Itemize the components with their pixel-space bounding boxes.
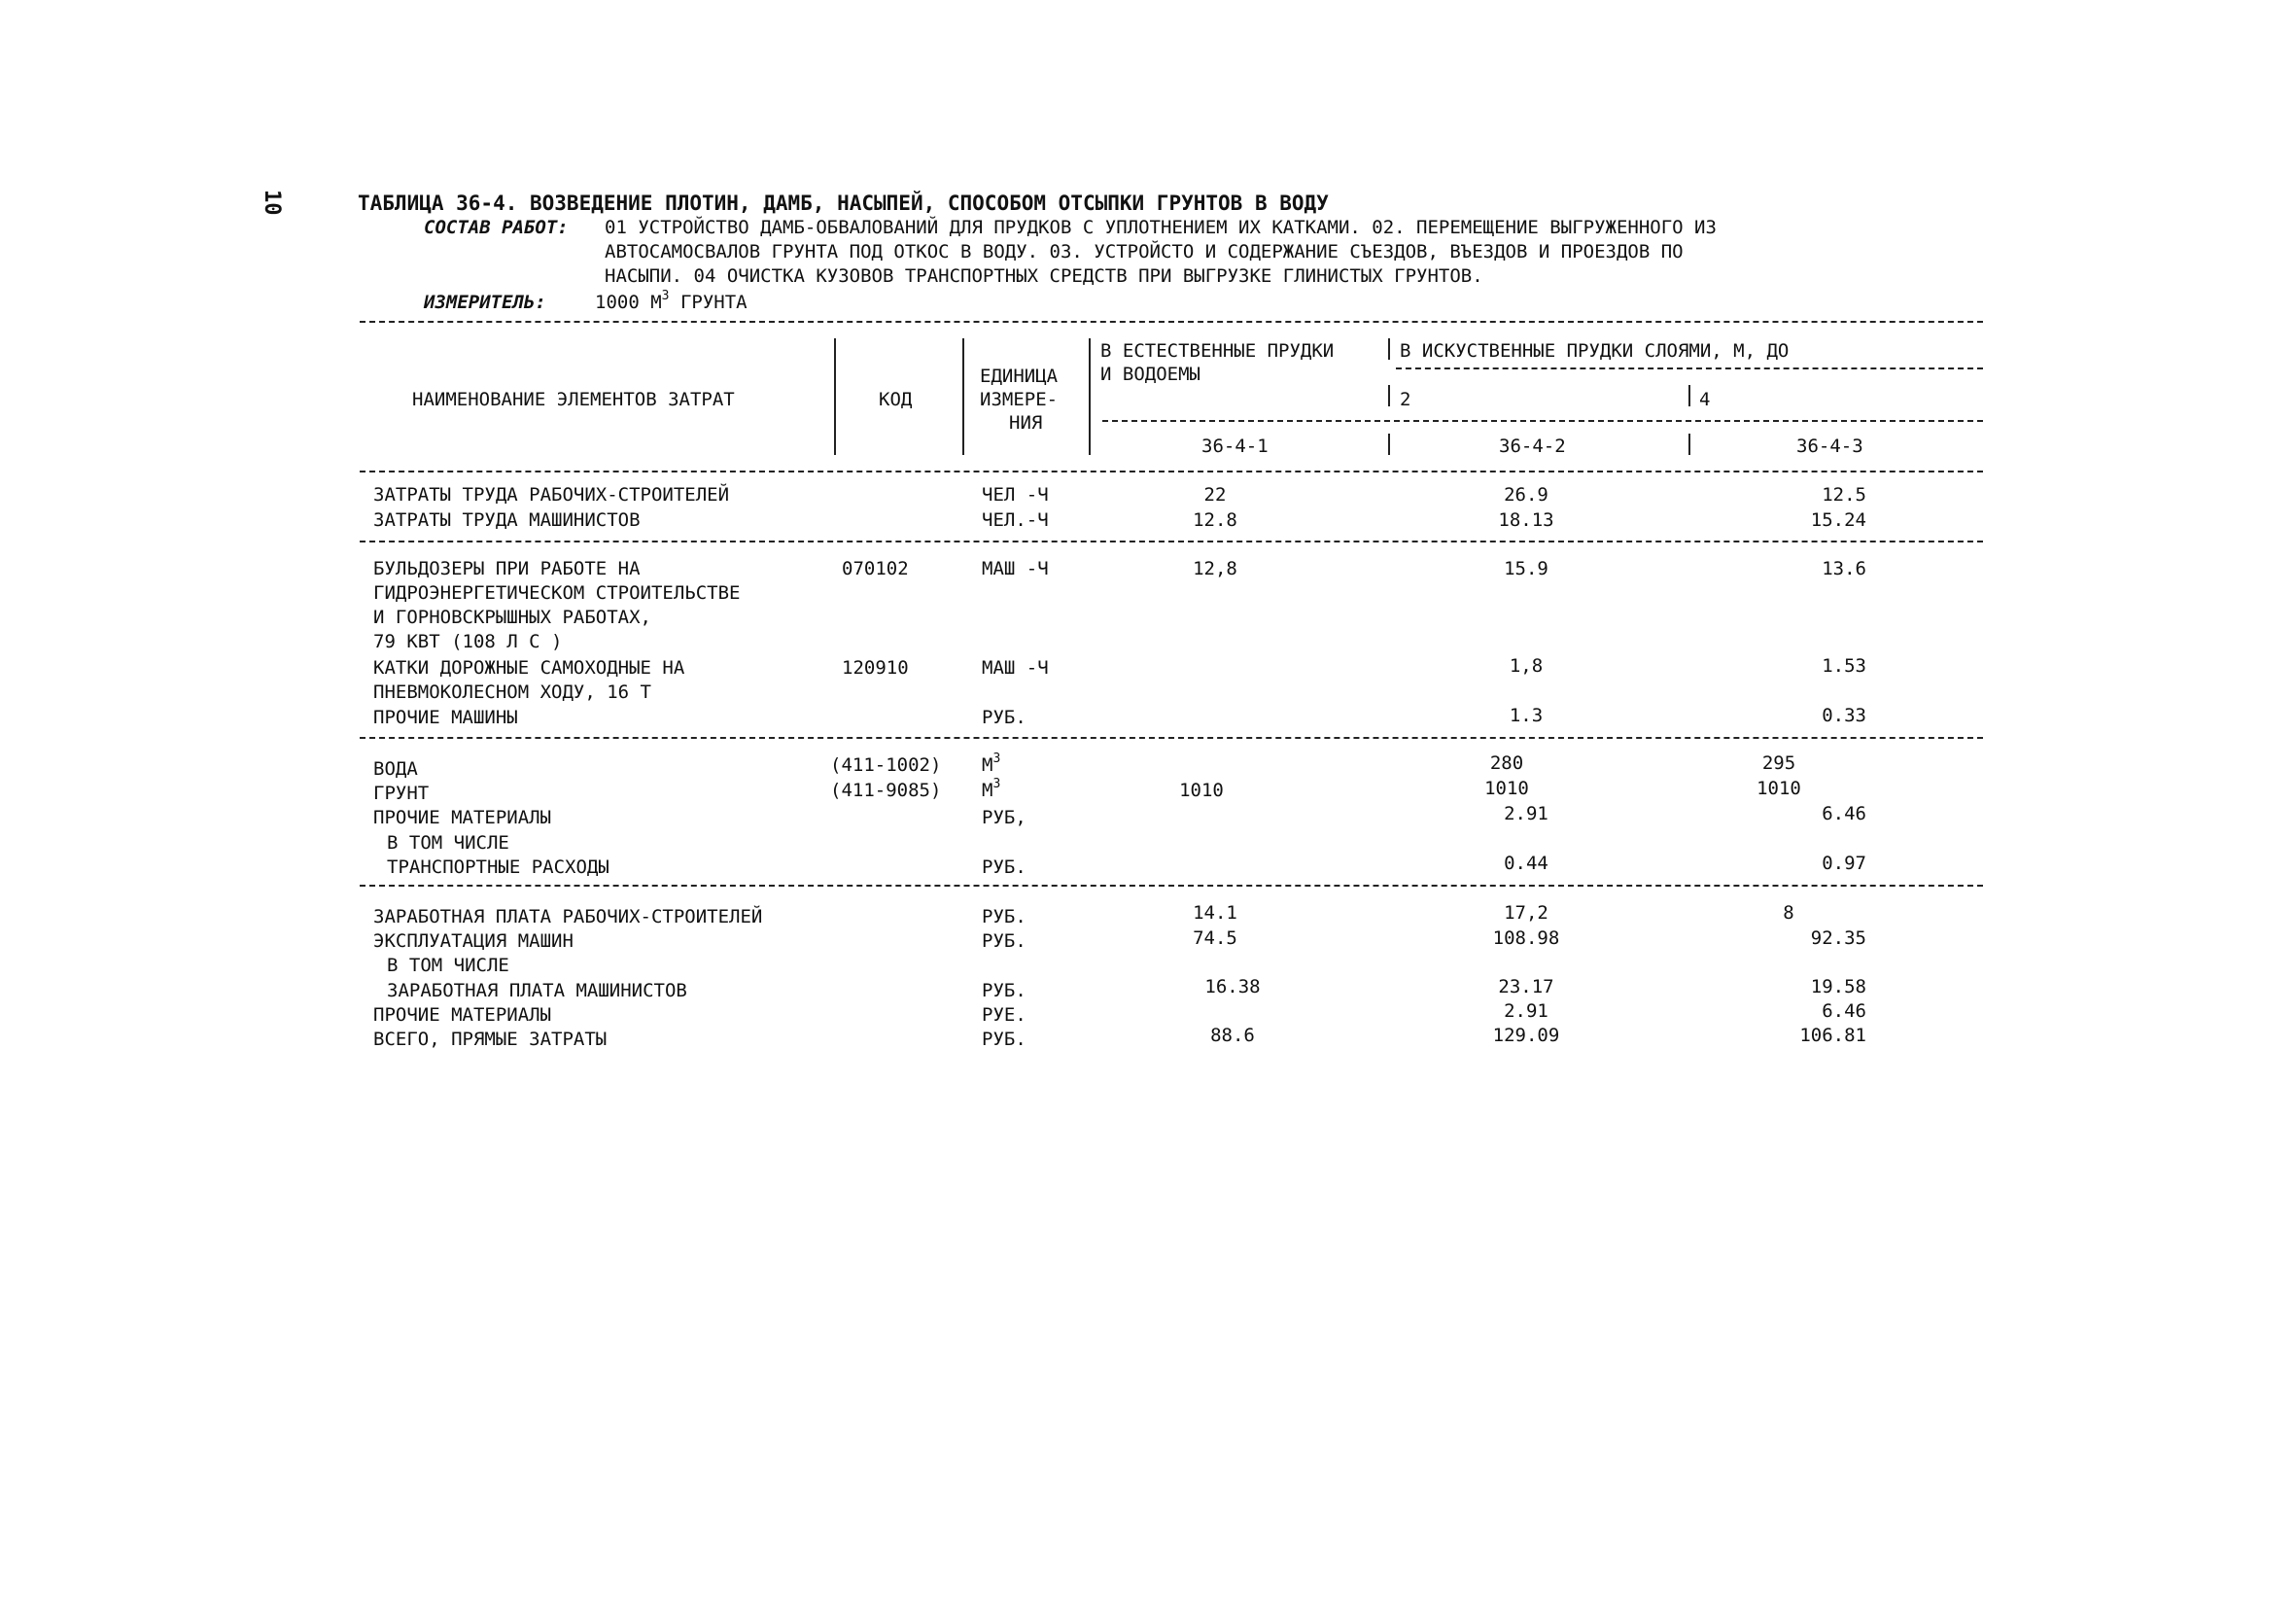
other-materials-v2: 2.91: [1504, 803, 1548, 824]
transport-v3: 0.97: [1822, 853, 1866, 874]
operation-name: ЭКСПЛУАТАЦИЯ МАШИН: [373, 930, 574, 952]
totals-incl: В ТОМ ЧИСЛЕ: [387, 955, 509, 976]
grand-total-name: ВСЕГО, ПРЯМЫЕ ЗАТРАТЫ: [373, 1029, 608, 1050]
bulldozer-v3: 13.6: [1822, 558, 1866, 579]
operation-v1: 74.5: [1193, 927, 1237, 949]
rule-4: [360, 885, 1983, 887]
labor-drivers-name: ЗАТРАТЫ ТРУДА МАШИНИСТОВ: [373, 509, 641, 531]
rule-3: [360, 737, 1983, 739]
work-line-3: НАСЫПИ. 04 ОЧИСТКА КУЗОВОВ ТРАНСПОРТНЫХ СРЕДСТВ ПРИ ВЫГРУЗКЕ ГЛИНИСТЫХ ГРУНТОВ.: [605, 265, 1483, 287]
header-name: НАИМЕНОВАНИЕ ЭЛЕМЕНТОВ ЗАТРАТ: [412, 389, 735, 410]
total-materials-v3: 6.46: [1822, 1000, 1866, 1022]
drivers-unit: РУБ.: [982, 980, 1026, 1001]
header-unit-1: ЕДИНИЦА: [980, 366, 1059, 387]
transport-unit: РУБ.: [982, 856, 1026, 878]
bulldozer-unit: МАШ -Ч: [982, 558, 1049, 579]
other-machines-v3: 0.33: [1822, 705, 1866, 726]
other-materials-v3: 6.46: [1822, 803, 1866, 824]
total-materials-v2: 2.91: [1504, 1000, 1548, 1022]
other-machines-v2: 1.3: [1509, 705, 1544, 726]
wages-v1: 14.1: [1193, 902, 1237, 924]
code-rule: [1102, 420, 1983, 422]
wages-v3: 8: [1783, 902, 1794, 924]
soil-v2: 1010: [1484, 778, 1529, 799]
header-sep-7: [1688, 385, 1690, 406]
rule-2: [360, 541, 1983, 542]
materials-incl: В ТОМ ЧИСЛЕ: [387, 832, 509, 854]
other-machines-name: ПРОЧИЕ МАШИНЫ: [373, 707, 518, 728]
soil-v1: 1010: [1179, 780, 1224, 801]
other-machines-unit: РУБ.: [982, 707, 1026, 728]
header-code: КОД: [879, 389, 913, 410]
labor-drivers-v1: 12.8: [1193, 509, 1237, 531]
measure-label: ИЗМЕРИТЕЛЬ:: [424, 292, 546, 313]
artificial-rule: [1396, 367, 1983, 369]
labor-workers-v3: 12.5: [1822, 484, 1866, 506]
drivers-name: ЗАРАБОТНАЯ ПЛАТА МАШИНИСТОВ: [387, 980, 687, 1001]
wages-name: ЗАРАБОТНАЯ ПЛАТА РАБОЧИХ-СТРОИТЕЛЕЙ: [373, 906, 763, 927]
water-code: (411-1002): [830, 754, 942, 776]
header-sep-4: [1388, 338, 1390, 360]
work-label: СОСТАВ РАБОТ:: [424, 217, 569, 238]
header-sep-3: [1089, 338, 1091, 455]
water-name: ВОДА: [373, 758, 418, 780]
header-sep-8: [1688, 434, 1690, 455]
grand-total-v2: 129.09: [1492, 1025, 1560, 1046]
header-sep-2: [962, 338, 964, 455]
labor-workers-name: ЗАТРАТЫ ТРУДА РАБОЧИХ-СТРОИТЕЛЕЙ: [373, 484, 730, 506]
header-unit-3: НИЯ: [1009, 412, 1043, 434]
header-natural-2: И ВОДОЕМЫ: [1100, 364, 1200, 385]
measure-value: 1000 $М^3$ ГРУНТА: [595, 289, 748, 313]
header-col-3: 36-4-3: [1796, 436, 1863, 457]
labor-workers-v2: 26.9: [1504, 484, 1548, 506]
transport-name: ТРАНСПОРТНЫЕ РАСХОДЫ: [387, 856, 609, 878]
soil-v3: 1010: [1757, 778, 1801, 799]
work-line-2: АВТОСАМОСВАЛОВ ГРУНТА ПОД ОТКОС В ВОДУ. 03. УСТРОЙСТО И СОДЕРЖАНИЕ СЪЕЗДОВ, ВЪЕЗДОВ И ПРОЕЗДОВ ПО: [605, 241, 1684, 262]
drivers-v3: 19.58: [1810, 976, 1866, 997]
labor-drivers-v3: 15.24: [1810, 509, 1866, 531]
total-materials-name: ПРОЧИЕ МАТЕРИАЛЫ: [373, 1004, 552, 1026]
work-line-1: 01 УСТРОЙСТВО ДАМБ-ОБВАЛОВАНИЙ ДЛЯ ПРУДКОВ С УПЛОТНЕНИЕМ ИХ КАТКАМИ. 02. ПЕРЕМЕЩЕНИЕ ВЫГРУЖЕННОГО ИЗ: [605, 217, 1717, 238]
header-col-2: 36-4-2: [1499, 436, 1566, 457]
roller-unit: МАШ -Ч: [982, 657, 1049, 679]
header-sep-6: [1388, 434, 1390, 455]
bulldozer-line-4: 79 КВТ (108 Л С ): [373, 631, 563, 652]
header-top-rule: [360, 321, 1983, 323]
bulldozer-line-2: ГИДРОЭНЕРГЕТИЧЕСКОМ СТРОИТЕЛЬСТВЕ: [373, 582, 741, 604]
page-number: 10: [260, 190, 284, 216]
wages-v2: 17,2: [1504, 902, 1548, 924]
bulldozer-line-1: БУЛЬДОЗЕРЫ ПРИ РАБОТЕ НА: [373, 558, 641, 579]
other-materials-unit: РУБ,: [982, 807, 1026, 828]
total-materials-unit: РУЕ.: [982, 1004, 1026, 1026]
header-unit-2: ИЗМЕРЕ-: [980, 389, 1059, 410]
other-materials-name: ПРОЧИЕ МАТЕРИАЛЫ: [373, 807, 552, 828]
water-v3: 295: [1761, 752, 1796, 774]
operation-v3: 92.35: [1810, 927, 1866, 949]
roller-v3: 1.53: [1822, 655, 1866, 677]
bulldozer-v2: 15.9: [1504, 558, 1548, 579]
grand-total-v1: 88.6: [1210, 1025, 1255, 1046]
labor-workers-unit: ЧЕЛ -Ч: [982, 484, 1049, 506]
transport-v2: 0.44: [1504, 853, 1548, 874]
wages-unit: РУБ.: [982, 906, 1026, 927]
roller-line-1: КАТКИ ДОРОЖНЫЕ САМОХОДНЫЕ НА: [373, 657, 685, 679]
operation-v2: 108.98: [1492, 927, 1560, 949]
grand-total-unit: РУБ.: [982, 1029, 1026, 1050]
header-col-1: 36-4-1: [1201, 436, 1269, 457]
grand-total-v3: 106.81: [1799, 1025, 1866, 1046]
drivers-v1: 16.38: [1204, 976, 1261, 997]
header-artificial: В ИСКУСТВЕННЫЕ ПРУДКИ СЛОЯМИ, М, ДО: [1400, 340, 1790, 362]
soil-name: ГРУНТ: [373, 783, 430, 804]
labor-drivers-unit: ЧЕЛ.-Ч: [982, 509, 1049, 531]
soil-code: (411-9085): [830, 780, 942, 801]
header-natural-1: В ЕСТЕСТВЕННЫЕ ПРУДКИ: [1100, 340, 1335, 362]
soil-unit: $М^3$: [982, 777, 1001, 801]
header-depth-2: 2: [1400, 389, 1411, 410]
operation-unit: РУБ.: [982, 930, 1026, 952]
roller-v2: 1,8: [1509, 655, 1544, 677]
roller-code: 120910: [842, 657, 909, 679]
labor-workers-v1: 22: [1203, 484, 1227, 506]
drivers-v2: 23.17: [1498, 976, 1554, 997]
roller-line-2: ПНЕВМОКОЛЕСНОМ ХОДУ, 16 Т: [373, 682, 651, 703]
water-unit: $М^3$: [982, 752, 1001, 776]
bulldozer-line-3: И ГОРНОВСКРЫШНЫХ РАБОТАХ,: [373, 607, 651, 628]
water-v2: 280: [1489, 752, 1524, 774]
header-depth-4: 4: [1699, 389, 1711, 410]
table-title: ТАБЛИЦА 36-4. ВОЗВЕДЕНИЕ ПЛОТИН, ДАМБ, НАСЫПЕЙ, СПОСОБОМ ОТСЫПКИ ГРУНТОВ В ВОДУ: [358, 192, 1329, 215]
header-bottom-rule: [360, 471, 1983, 472]
bulldozer-v1: 12,8: [1193, 558, 1237, 579]
labor-drivers-v2: 18.13: [1498, 509, 1554, 531]
header-sep-5: [1388, 385, 1390, 406]
header-sep-1: [834, 338, 836, 455]
bulldozer-code: 070102: [842, 558, 909, 579]
